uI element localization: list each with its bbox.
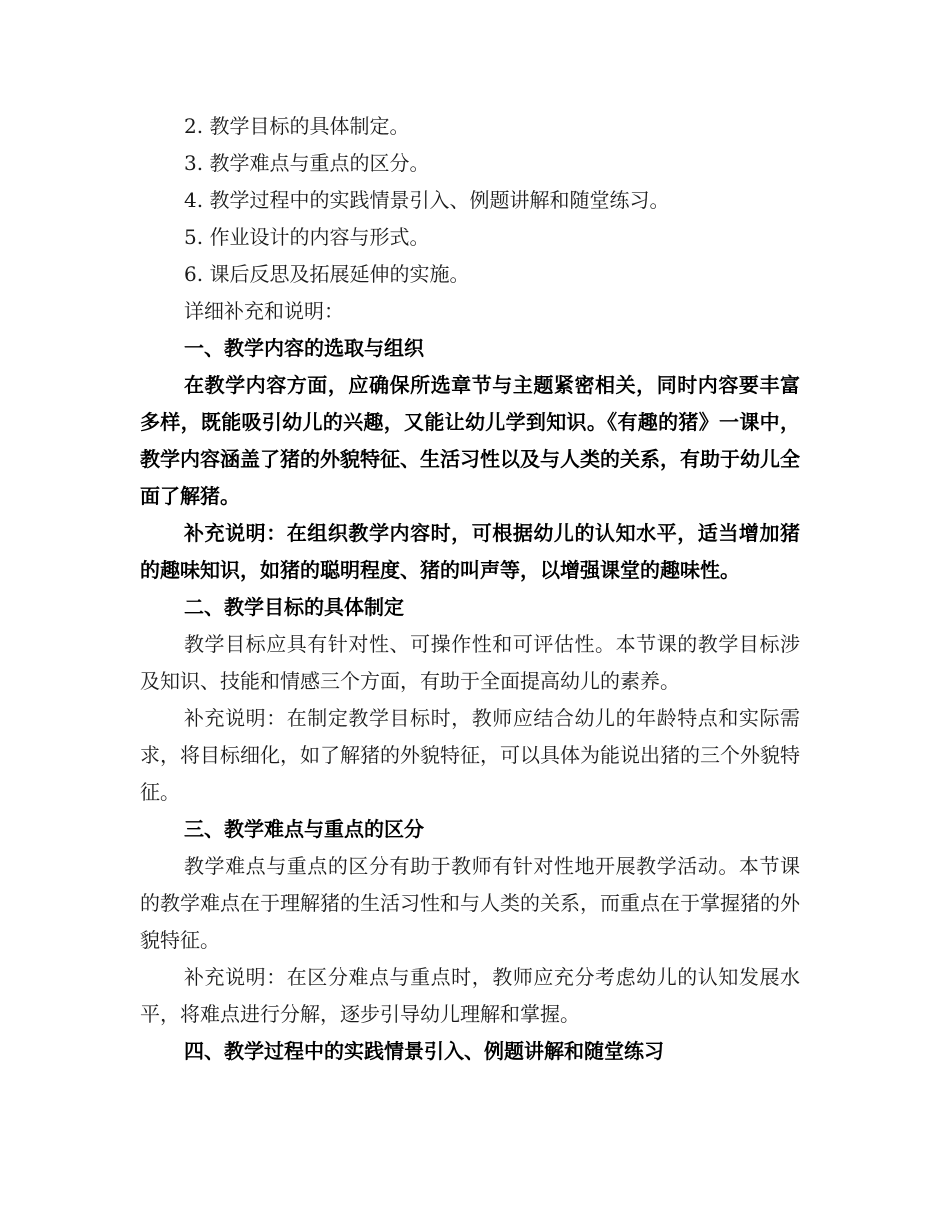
section-2-note: 补充说明：在制定教学目标时，教师应结合幼儿的年龄特点和实际需求，将目标细化，如了解猪的外貌特征，可以具体为能说出猪的三个外貌特征。: [140, 706, 800, 804]
list-item: 4. 教学过程中的实践情景引入、例题讲解和随堂练习。: [184, 188, 670, 212]
list-item: 5. 作业设计的内容与形式。: [184, 225, 430, 249]
section-3-note: 补充说明：在区分难点与重点时，教师应充分考虑幼儿的认知发展水平，将难点进行分解，逐步引导幼儿理解和掌握。: [140, 965, 800, 1026]
intro-text: 详细补充和说明：: [184, 299, 344, 323]
document-page: [140, 108, 800, 1070]
section-3-body: 教学难点与重点的区分有助于教师有针对性地开展教学活动。本节课的教学难点在于理解猪的生活习性和与人类的关系，而重点在于掌握猪的外貌特征。: [140, 854, 800, 952]
list-item: 2. 教学目标的具体制定。: [184, 114, 410, 138]
section-heading-1: 一、教学内容的选取与组织: [184, 336, 424, 360]
section-2-body: 教学目标应具有针对性、可操作性和可评估性。本节课的教学目标涉及知识、技能和情感三个方面，有助于全面提高幼儿的素养。: [140, 632, 800, 693]
list-item: 3. 教学难点与重点的区分。: [184, 151, 430, 175]
section-heading-4: 四、教学过程中的实践情景引入、例题讲解和随堂练习: [184, 1039, 664, 1063]
section-1-note: 补充说明：在组织教学内容时，可根据幼儿的认知水平，适当增加猪的趣味知识，如猪的聪明程度、猪的叫声等，以增强课堂的趣味性。: [140, 521, 800, 582]
section-heading-2: 二、教学目标的具体制定: [184, 595, 404, 619]
section-heading-3: 三、教学难点与重点的区分: [184, 817, 424, 841]
list-item: 6. 课后反思及拓展延伸的实施。: [184, 262, 470, 286]
section-1-body: 在教学内容方面，应确保所选章节与主题紧密相关，同时内容要丰富多样，既能吸引幼儿的兴趣，又能让幼儿学到知识。《有趣的猪》一课中，教学内容涵盖了猪的外貌特征、生活习性以及与人类的关系，有助于幼儿全面了解猪。: [140, 373, 800, 508]
